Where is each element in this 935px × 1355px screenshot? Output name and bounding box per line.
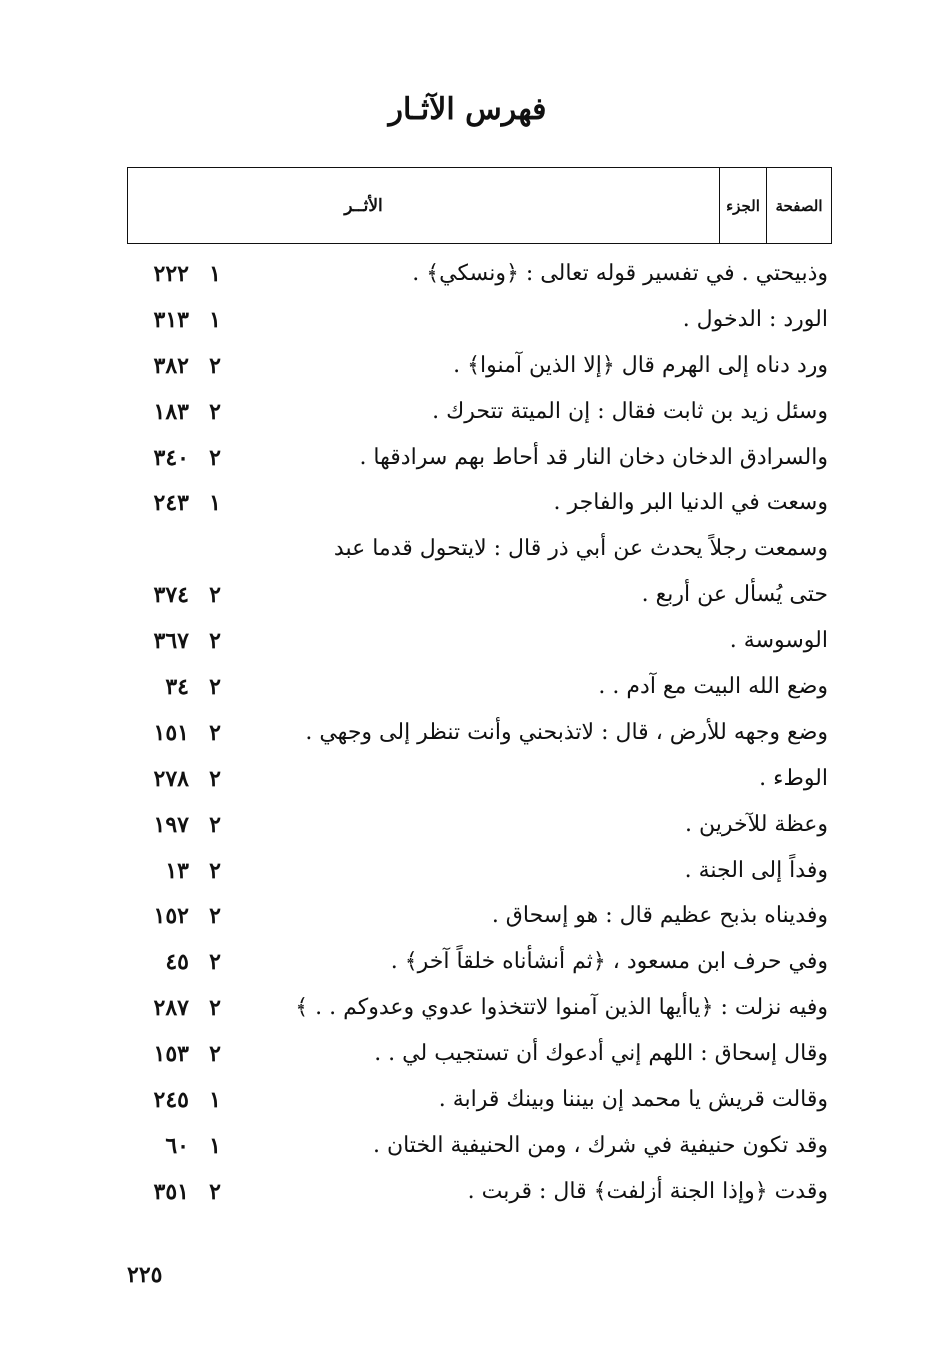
row-athar-text: وضع الله البيت مع آدم . . <box>598 674 828 700</box>
row-athar-text: وفي حرف ابن مسعود ، ﴿ثم أنشأناه خلقاً آخر﴾ . <box>390 949 828 975</box>
index-row <box>127 989 832 1035</box>
index-row <box>127 943 832 989</box>
index-row <box>127 622 832 668</box>
header-athar <box>128 168 719 243</box>
row-juz: ١ <box>209 261 221 287</box>
index-row <box>127 530 832 576</box>
index-row <box>127 760 832 806</box>
row-athar-text: الوطء . <box>759 765 828 791</box>
row-juz: ٢ <box>209 398 221 425</box>
row-athar-text: وعظة للآخرين . <box>684 811 828 837</box>
index-row <box>127 1173 832 1219</box>
row-juz: ٢ <box>209 582 221 609</box>
index-row <box>127 852 832 898</box>
page-number: ٢٢٥ <box>127 1262 163 1288</box>
index-row <box>127 301 832 347</box>
row-juz: ٢ <box>209 995 221 1022</box>
index-row <box>127 439 832 485</box>
row-juz: ٢ <box>209 765 221 792</box>
index-row <box>127 576 832 622</box>
page-title: فهرس الآثـار <box>388 92 547 127</box>
row-page: ٣٤ <box>165 674 189 701</box>
row-page: ١٣ <box>165 857 189 884</box>
row-page: ٢٤٣ <box>153 490 189 517</box>
row-athar-text: ورد دناه إلى الهرم قال ﴿إلا الذين آمنوا﴾ . <box>453 352 828 378</box>
row-page: ٣٦٧ <box>153 628 189 655</box>
row-athar-text: والسرادق الدخان دخان النار قد أحاط بهم سرادقها . <box>359 444 828 470</box>
row-juz: ٢ <box>209 903 221 930</box>
row-page: ١٩٧ <box>153 811 189 838</box>
row-athar-text: وفيه نزلت : ﴿ياأيها الذين آمنوا لاتتخذوا عدوي وعدوكم . . ﴾ <box>295 995 828 1021</box>
index-row <box>127 668 832 714</box>
row-juz: ٢ <box>209 1178 221 1205</box>
row-page: ٣١٣ <box>153 306 189 333</box>
row-athar-text: الورد : الدخول . <box>682 306 828 332</box>
table-header <box>127 167 832 244</box>
row-athar-text: وسمعت رجلاً يحدث عن أبي ذر قال : لايتحول قدما عبد <box>333 536 828 562</box>
row-juz: ١ <box>209 306 221 333</box>
row-juz: ١ <box>209 490 221 517</box>
index-row <box>127 255 832 301</box>
row-page: ٢٢٢ <box>153 261 189 287</box>
row-juz: ٢ <box>209 444 221 471</box>
row-page: ٦٠ <box>165 1132 189 1159</box>
row-page: ١٨٣ <box>153 398 189 425</box>
row-athar-text: حتى يُسأل عن أربع . <box>641 582 828 608</box>
row-juz: ١ <box>209 1087 221 1114</box>
row-page: ٢٧٨ <box>153 765 189 792</box>
index-row <box>127 347 832 393</box>
index-row <box>127 897 832 943</box>
row-athar-text: وسعت في الدنيا البر والفاجر . <box>553 490 828 516</box>
row-athar-text: وسئل زيد بن ثابت فقال : إن الميتة تتحرك . <box>432 398 828 424</box>
header-page: الصفحة <box>775 196 823 215</box>
row-athar-text: وقال إسحاق : اللهم إني أدعوك أن تستجيب لي . . <box>374 1041 828 1067</box>
row-athar-text: وقالت قريش يا محمد إن بيننا وبينك قرابة . <box>438 1087 828 1113</box>
row-juz: ٢ <box>209 857 221 884</box>
row-athar-text: وفديناه بذبح عظيم قال : هو إسحاق . <box>491 903 828 929</box>
row-athar-text: وضع وجهه للأرض ، قال : لاتذبحني وأنت تنظر إلى وجهي . <box>305 719 828 745</box>
row-juz: ١ <box>209 1132 221 1159</box>
row-juz: ٢ <box>209 674 221 701</box>
row-page: ٣٥١ <box>153 1178 189 1205</box>
index-row <box>127 1081 832 1127</box>
row-juz: ٢ <box>209 352 221 379</box>
row-athar-text: وفداً إلى الجنة . <box>684 857 828 883</box>
index-row <box>127 484 832 530</box>
row-athar-text: وقد تكون حنيفية في شرك ، ومن الحنيفية الختان . <box>372 1132 828 1158</box>
row-page: ٢٨٧ <box>153 995 189 1022</box>
row-juz: ٢ <box>209 949 221 976</box>
row-athar-text: وذبيحتي . في تفسير قوله تعالى : ﴿ونسكي﴾ . <box>412 261 828 286</box>
row-page: ٣٨٢ <box>153 352 189 379</box>
index-row <box>127 393 832 439</box>
row-juz: ٢ <box>209 811 221 838</box>
row-juz: ٢ <box>209 719 221 746</box>
index-row <box>127 1035 832 1081</box>
row-page: ١٥١ <box>153 719 189 746</box>
header-juz: الجزء <box>719 168 767 243</box>
index-row <box>127 714 832 760</box>
row-page: ٢٤٥ <box>153 1087 189 1114</box>
row-juz: ٢ <box>209 628 221 655</box>
row-page: ٤٥ <box>165 949 189 976</box>
row-page: ٣٤٠ <box>153 444 189 471</box>
row-athar-text: الوسوسة . <box>729 628 828 654</box>
row-athar-text: وقدت ﴿وإذا الجنة أزلفت﴾ قال : قربت . <box>467 1178 828 1204</box>
row-juz: ٢ <box>209 1041 221 1068</box>
row-page: ٣٧٤ <box>153 582 189 609</box>
index-row <box>127 806 832 852</box>
header-athar-label: الأثــر <box>344 195 383 216</box>
index-rows <box>127 255 832 1219</box>
row-page: ١٥٢ <box>153 903 189 930</box>
row-page: ١٥٣ <box>153 1041 189 1068</box>
index-row <box>127 1127 832 1173</box>
